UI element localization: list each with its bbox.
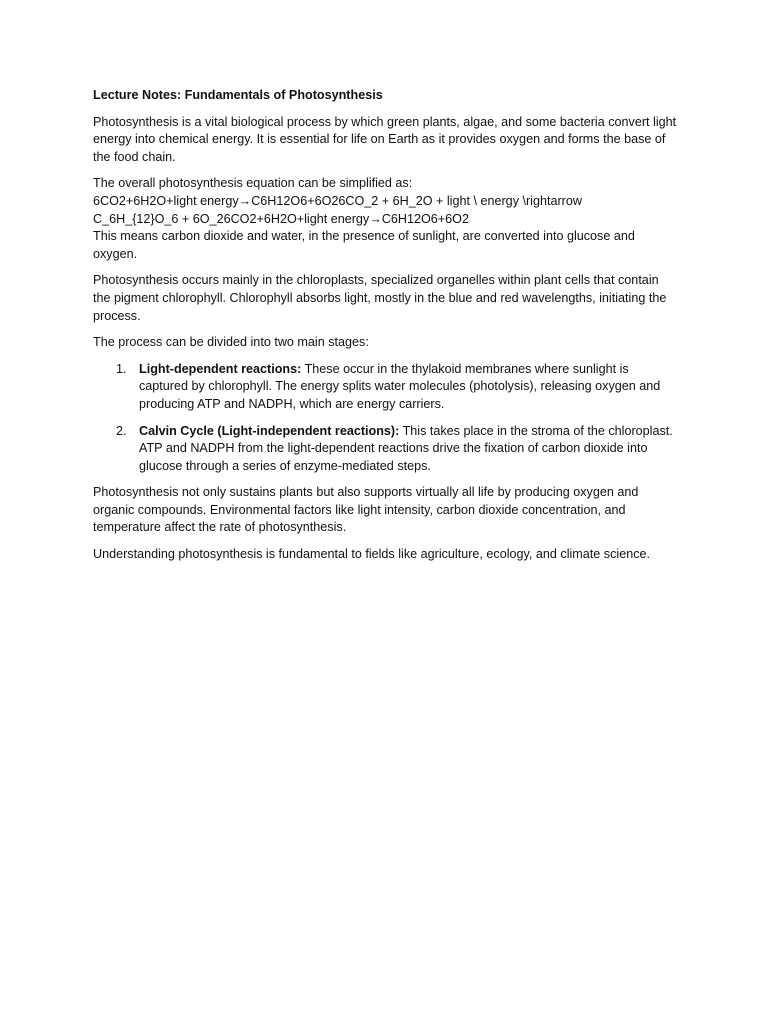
equation-line-1: 6CO2+6H2O+light energy→C6H12O6+6O26CO_2 + 6H_2O + light \ energy \rightarrow — [93, 193, 582, 208]
stages-intro: The process can be divided into two main stages: — [93, 335, 369, 350]
location-paragraph: Photosynthesis occurs mainly in the chloroplasts, specialized organelles within plant cells that contain the pigment chlorophyll. Chlorophyll absorbs light, mostly in the blue and red wavelengths, initiating the process. — [93, 273, 667, 323]
document-title: Lecture Notes: Fundamentals of Photosynthesis — [93, 88, 383, 102]
stage-text: This takes place in the stroma of the chloroplast. ATP and NADPH from the light-dependent reactions drive the fixation of carbon dioxide into glucose through a series of enzyme-mediated steps. — [139, 423, 673, 473]
list-number: 1. — [116, 361, 127, 376]
equation-intro: The overall photosynthesis equation can be simplified as: — [93, 176, 413, 191]
conclusion-paragraph: Understanding photosynthesis is fundamental to fields like agriculture, ecology, and climate science. — [93, 547, 650, 562]
stage-heading: Light-dependent reactions: — [139, 361, 302, 376]
document-page — [93, 87, 678, 573]
intro-paragraph: Photosynthesis is a vital biological process by which green plants, algae, and some bacteria convert light energy into chemical energy. It is essential for life on Earth as it provides oxygen and forms the base of the food chain. — [93, 114, 677, 164]
stage-heading: Calvin Cycle (Light-independent reactions): — [139, 423, 400, 438]
stage-text: These occur in the thylakoid membranes where sunlight is captured by chlorophyll. The energy splits water molecules (photolysis), releasing oxygen and producing ATP and NADPH, which are energy carriers. — [139, 361, 661, 411]
list-item — [93, 361, 678, 414]
equation-line-2: C_6H_{12}O_6 + 6O_26CO2+6H2O+light energy→C6H12O6+6O2 — [93, 211, 469, 226]
list-number: 2. — [116, 423, 127, 438]
stages-list — [93, 361, 678, 476]
equation-paragraph — [93, 175, 678, 263]
list-item — [93, 423, 678, 476]
importance-paragraph: Photosynthesis not only sustains plants but also supports virtually all life by producing oxygen and organic compounds. Environmental factors like light intensity, carbon dioxide concentration, and temperature affect the rate of photosynthesis. — [93, 485, 639, 535]
equation-explanation: This means carbon dioxide and water, in the presence of sunlight, are converted into glucose and oxygen. — [93, 229, 635, 261]
